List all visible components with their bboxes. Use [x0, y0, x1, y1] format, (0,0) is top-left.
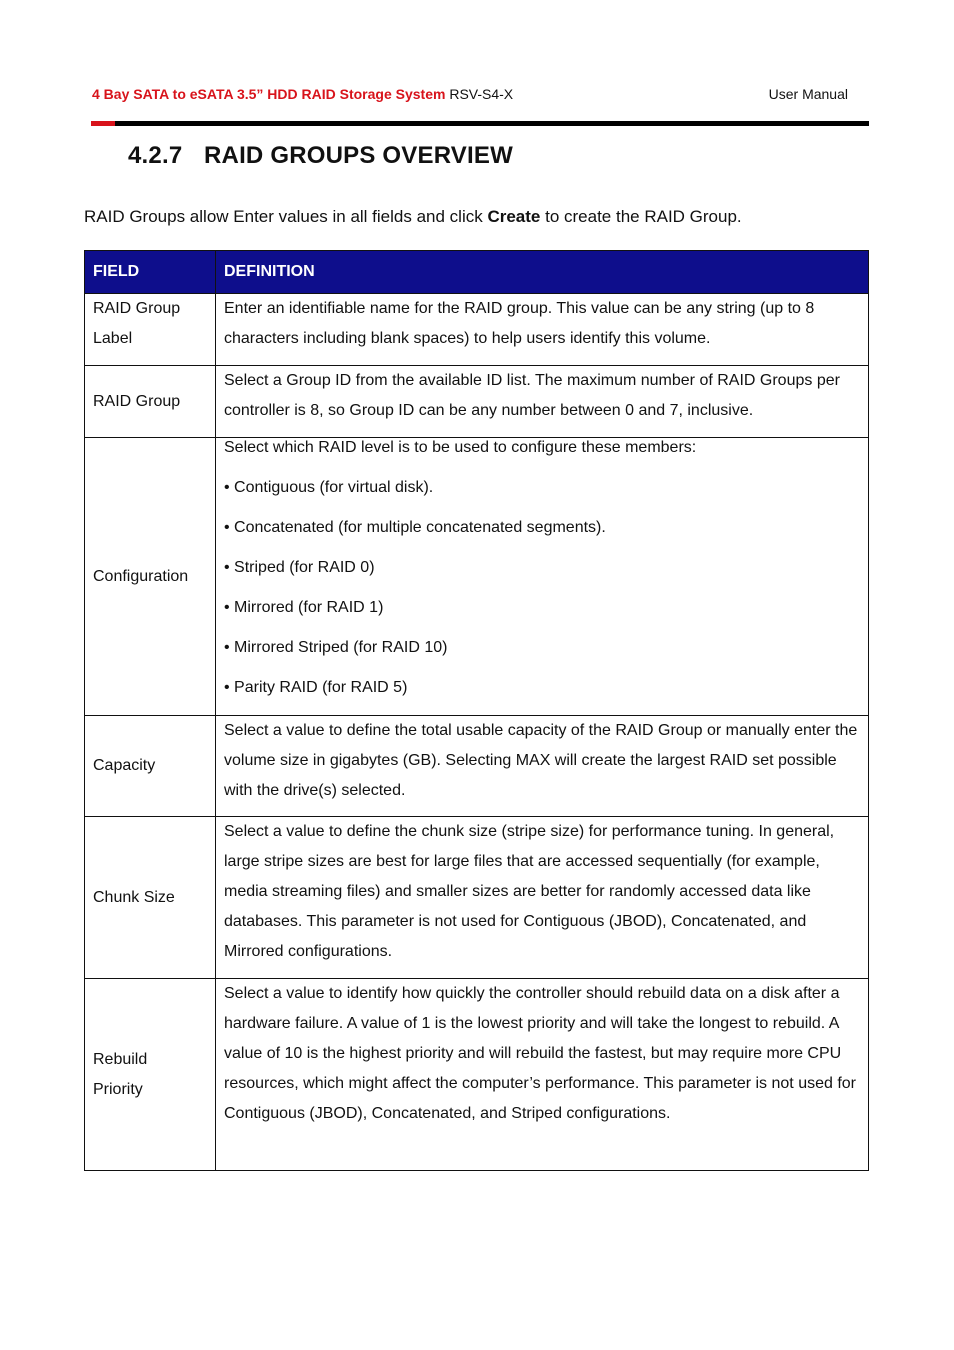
section-heading: [128, 142, 513, 170]
section-number: 4.2.7: [128, 142, 183, 169]
intro-text-after: to create the RAID Group.: [540, 207, 742, 226]
table-row: [85, 294, 869, 366]
definition-cell: Enter an identifiable name for the RAID group. This value can be any string (up to 8 characters including blank spaces) to help users identify this volume.: [216, 294, 869, 366]
list-item: • Contiguous (for virtual disk).: [224, 479, 434, 496]
raid-fields-table: [84, 250, 869, 1171]
table-row: [85, 979, 869, 1171]
section-title: RAID GROUPS OVERVIEW: [204, 142, 513, 169]
table-row: [85, 716, 869, 817]
model-number: RSV-S4-X: [449, 86, 514, 102]
table-header-row: [85, 251, 869, 294]
definition-cell: Select a value to define the chunk size (stripe size) for performance tuning. In general, large stripe sizes are best for large files that are accessed sequentially (for example, media streaming files) and smaller sizes are better for randomly accessed data like databases. This parameter is not used for Contiguous (JBOD), Concatenated, and Mirrored configurations.: [216, 817, 869, 979]
field-cell: [85, 294, 216, 366]
header-rule-accent: [91, 121, 115, 126]
product-name: 4 Bay SATA to eSATA 3.5” HDD RAID Storage System: [92, 86, 446, 102]
document-type: User Manual: [768, 86, 848, 102]
field-label: Label: [93, 330, 133, 347]
field-cell: Capacity: [85, 716, 216, 817]
table-row: [85, 366, 869, 438]
list-item: • Mirrored Striped (for RAID 10): [224, 639, 448, 656]
intro-paragraph: [84, 207, 742, 227]
header-field: FIELD: [85, 251, 216, 294]
page-header: [92, 86, 848, 102]
table-row: [85, 438, 869, 716]
definition-cell: Select a value to identify how quickly the controller should rebuild data on a disk after a hardware failure. A value of 1 is the lowest priority and will take the longest to rebuild. A value of 10 is the highest priority and will rebuild the fastest, but may require more CPU resources, which might affect the computer’s performance. This parameter is not used for Contiguous (JBOD), Concatenated, and Striped configurations.: [216, 979, 869, 1171]
field-cell: RAID Group: [85, 366, 216, 438]
field-cell: [85, 979, 216, 1171]
table-row: [85, 817, 869, 979]
intro-bold-create: Create: [487, 207, 541, 226]
header-rule: [115, 121, 869, 126]
field-label: RAID Group: [93, 300, 181, 317]
definition-cell: Select a value to define the total usable capacity of the RAID Group or manually enter the volume size in gigabytes (GB). Selecting MAX will create the largest RAID set possible with the drive(s) selected.: [216, 716, 869, 817]
field-label: Rebuild: [93, 1050, 148, 1068]
definition-cell: Select a Group ID from the available ID list. The maximum number of RAID Groups per controller is 8, so Group ID can be any number between 0 and 7, inclusive.: [216, 366, 869, 438]
intro-text-before: RAID Groups allow Enter values in all fields and click: [84, 207, 488, 226]
list-item: • Mirrored (for RAID 1): [224, 599, 384, 616]
field-cell: Chunk Size: [85, 817, 216, 979]
field-cell: Configuration: [85, 438, 216, 716]
list-item: • Parity RAID (for RAID 5): [224, 679, 408, 696]
definition-cell: [216, 438, 869, 716]
field-label: Priority: [93, 1080, 143, 1098]
list-item: • Concatenated (for multiple concatenated segments).: [224, 519, 606, 536]
definition-intro: Select which RAID level is to be used to configure these members:: [224, 439, 697, 456]
list-item: • Striped (for RAID 0): [224, 559, 375, 576]
bullet-list: [224, 478, 860, 698]
header-definition: DEFINITION: [216, 251, 869, 294]
